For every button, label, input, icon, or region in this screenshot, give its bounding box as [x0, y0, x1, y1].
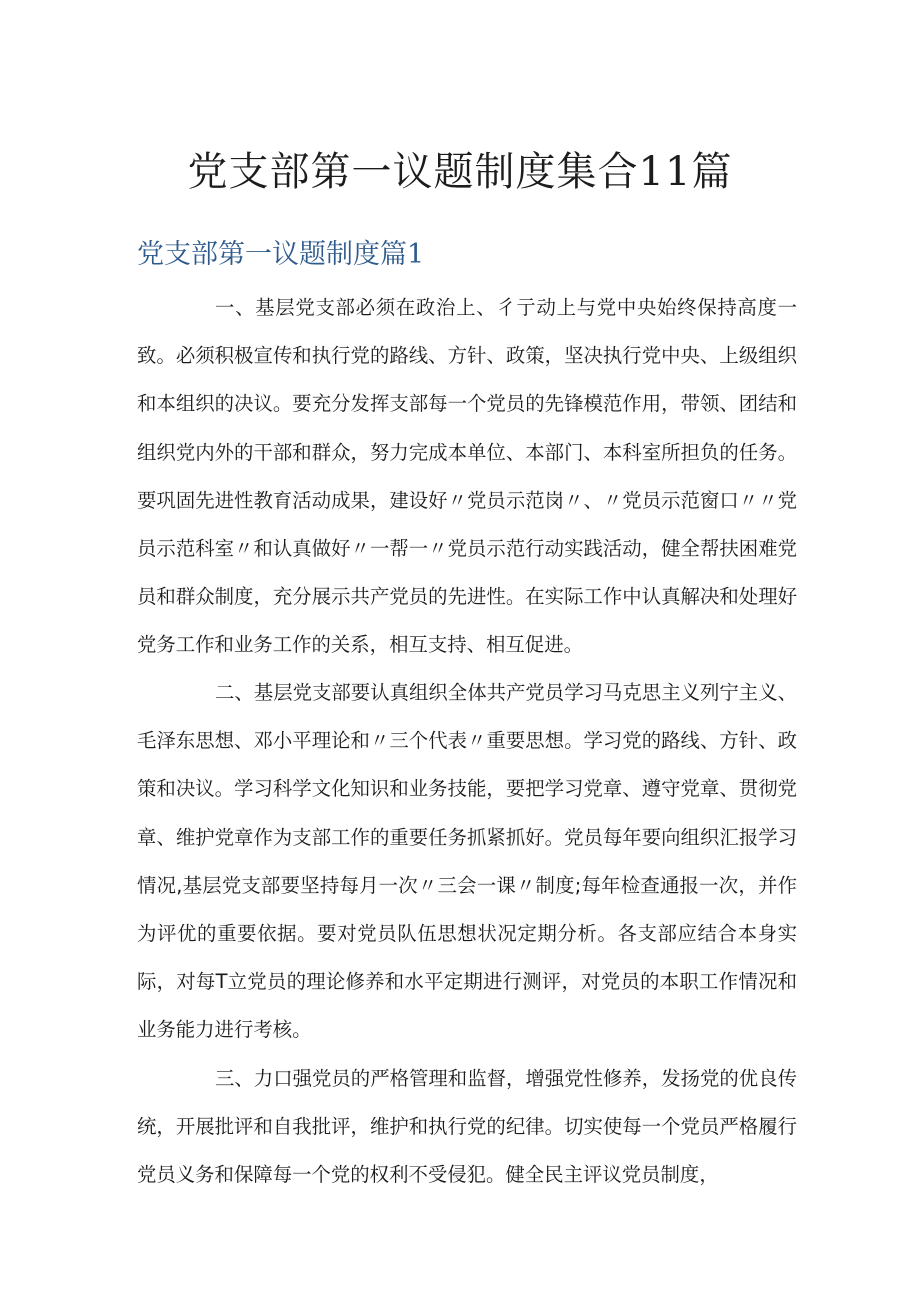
paragraph-1: 一、基层党支部必须在政治上、彳亍动上与党中央始终保持高度一致。必须积极宣传和执行党的路线、方针、政策，坚决执行党中央、上级组织和本组织的决议。要充分发挥支部每一个党员的先锋模范作用，带领、团结和组织党内外的干部和群众，努力完成本单位、本部门、本科室所担负的任务。要巩固先进性教育活动成果，建设好〃党员示范岗〃、〃党员示范窗口〃〃党员示范科室〃和认真做好〃一帮一〃党员示范行动实践活动，健全帮扶困难党员和群众制度，充分展示共产党员的先进性。在实际工作中认真解决和处理好党务工作和业务工作的关系，相互支持、相互促进。	[137, 296, 797, 657]
document-title: 党支部第一议题制度集合11篇	[187, 149, 733, 195]
paragraph-2: 二、基层党支部要认真组织全体共产党员学习马克思主义列宁主义、毛泽东思想、邓小平理论和〃三个代表〃重要思想。学习党的路线、方针、政策和决议。学习科学文化知识和业务技能，要把学习党章、遵守党章、贯彻党章、维护党章作为支部工作的重要任务抓紧抓好。党员每年要向组织汇报学习情况,基层党支部要坚持每月一次〃三会一课〃制度;每年检查通报一次，并作为评优的重要依据。要对党员队伍思想状况定期分析。各支部应结合本身实际，对每T立党员的理论修养和水平定期进行测评，对党员的本职工作情况和业务能力进行考核。	[137, 681, 797, 1042]
section-heading: 党支部第一议题制度篇1	[137, 239, 425, 270]
paragraph-3: 三、力口强党员的严格管理和监督，增强党性修养，发扬党的优良传统，开展批评和自我批评，维护和执行党的纪律。切实使每一个党员严格履行党员义务和保障每一个党的权利不受侵犯。健全民主评议党员制度，	[137, 1067, 797, 1187]
